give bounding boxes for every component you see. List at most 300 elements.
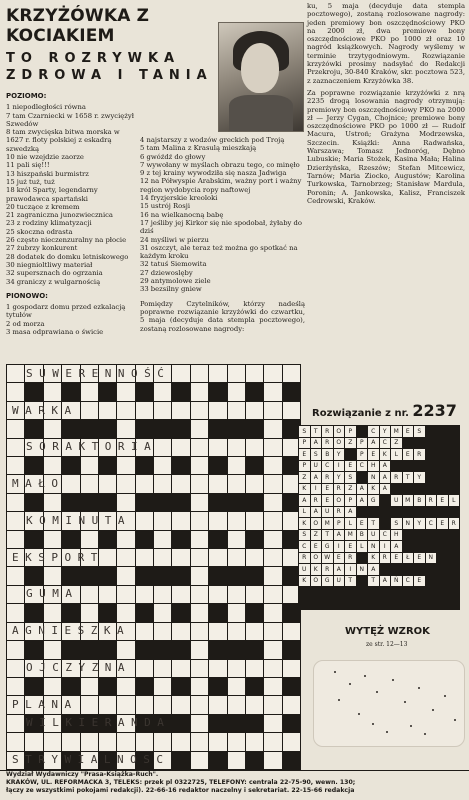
grid-cell[interactable] xyxy=(191,420,208,437)
grid-cell[interactable] xyxy=(228,752,245,769)
grid-cell[interactable] xyxy=(117,586,134,603)
grid-cell[interactable] xyxy=(44,567,61,584)
grid-block xyxy=(99,457,116,474)
grid-cell[interactable] xyxy=(99,475,116,492)
grid-cell[interactable] xyxy=(154,457,171,474)
grid-cell[interactable] xyxy=(7,733,24,750)
grid-cell[interactable] xyxy=(246,365,263,382)
footer-line-1: Wydział Wydawniczy "Prasa-Książka-Ruch". xyxy=(6,771,159,778)
solution-letter: P xyxy=(299,438,310,449)
grid-cell[interactable] xyxy=(264,696,281,713)
grid-cell[interactable] xyxy=(228,549,245,566)
solution-letter: K xyxy=(368,484,379,495)
grid-cell[interactable] xyxy=(136,402,153,419)
grid-cell[interactable] xyxy=(7,457,24,474)
solution-letter: U xyxy=(391,495,402,506)
grid-cell[interactable] xyxy=(172,365,189,382)
grid-cell[interactable] xyxy=(191,439,208,456)
crossword-title xyxy=(6,6,216,84)
grid-cell[interactable] xyxy=(7,512,24,529)
solution-letter: E xyxy=(437,495,448,506)
solution-letter: R xyxy=(299,553,310,564)
grid-block xyxy=(136,567,153,584)
grid-cell[interactable] xyxy=(228,402,245,419)
grid-cell[interactable] xyxy=(81,678,98,695)
grid-cell[interactable] xyxy=(44,420,61,437)
solution-letter: K xyxy=(368,553,379,564)
grid-cell[interactable] xyxy=(117,402,134,419)
solution-letter: A xyxy=(311,472,322,483)
solution-letter: K xyxy=(299,484,310,495)
solution-block xyxy=(414,541,425,552)
grid-cell[interactable] xyxy=(191,715,208,732)
solution-block xyxy=(437,530,448,541)
grid-cell[interactable] xyxy=(191,402,208,419)
solution-block xyxy=(345,449,356,460)
grid-cell[interactable] xyxy=(264,475,281,492)
grid-block xyxy=(246,383,263,400)
solution-letter: N xyxy=(368,472,379,483)
grid-cell[interactable] xyxy=(172,660,189,677)
grid-cell[interactable] xyxy=(264,549,281,566)
grid-cell[interactable] xyxy=(117,475,134,492)
grid-cell[interactable] xyxy=(172,512,189,529)
solution-block xyxy=(368,587,379,598)
solution-letter: G xyxy=(368,495,379,506)
grid-cell[interactable] xyxy=(81,402,98,419)
grid-cell[interactable] xyxy=(264,586,281,603)
pionowo-clue: 16 na wielkanocną babę xyxy=(140,210,224,219)
pionowo-clue: 29 antymolowe ziele xyxy=(140,277,211,286)
solution-grid xyxy=(298,425,460,610)
solution-letter: A xyxy=(357,495,368,506)
solution-block xyxy=(414,564,425,575)
grid-cell[interactable] xyxy=(44,494,61,511)
poziomo-clue: 23 z rodziny klimatyzacji xyxy=(6,219,92,228)
grid-cell[interactable] xyxy=(209,660,226,677)
grid-cell[interactable] xyxy=(25,733,42,750)
solution-block xyxy=(449,449,460,460)
grid-cell[interactable] xyxy=(81,696,98,713)
grid-cell[interactable] xyxy=(154,586,171,603)
grid-cell[interactable] xyxy=(264,752,281,769)
grid-cell[interactable] xyxy=(246,586,263,603)
solution-block xyxy=(414,507,425,518)
grid-cell[interactable] xyxy=(7,715,24,732)
grid-cell[interactable] xyxy=(228,383,245,400)
grid-cell[interactable] xyxy=(191,733,208,750)
solution-letter: G xyxy=(322,576,333,587)
grid-block xyxy=(209,604,226,621)
grid-cell[interactable] xyxy=(62,733,79,750)
grid-block xyxy=(81,641,98,658)
handwritten-answer: PLANA xyxy=(12,697,78,711)
grid-cell[interactable] xyxy=(154,733,171,750)
wytez-subtitle: ze str. 12—13 xyxy=(366,641,408,648)
grid-cell[interactable] xyxy=(191,623,208,640)
grid-block xyxy=(25,678,42,695)
grid-cell[interactable] xyxy=(81,604,98,621)
solution-letter: R xyxy=(322,426,333,437)
solution-block xyxy=(426,599,437,610)
grid-cell[interactable] xyxy=(283,733,300,750)
grid-cell[interactable] xyxy=(228,660,245,677)
grid-cell[interactable] xyxy=(172,696,189,713)
grid-cell[interactable] xyxy=(154,604,171,621)
grid-cell[interactable] xyxy=(172,402,189,419)
grid-cell[interactable] xyxy=(209,439,226,456)
solution-block xyxy=(437,484,448,495)
grid-cell[interactable] xyxy=(81,531,98,548)
grid-cell[interactable] xyxy=(246,512,263,529)
grid-cell[interactable] xyxy=(264,531,281,548)
grid-cell[interactable] xyxy=(136,475,153,492)
grid-block xyxy=(99,604,116,621)
grid-cell[interactable] xyxy=(81,733,98,750)
grid-cell[interactable] xyxy=(283,402,300,419)
grid-block xyxy=(172,678,189,695)
grid-cell[interactable] xyxy=(117,696,134,713)
grid-block xyxy=(154,494,171,511)
grid-cell[interactable] xyxy=(191,512,208,529)
grid-cell[interactable] xyxy=(117,420,134,437)
grid-cell[interactable] xyxy=(191,660,208,677)
solution-block xyxy=(426,576,437,587)
grid-cell[interactable] xyxy=(99,402,116,419)
grid-block xyxy=(172,752,189,769)
solution-letter: Y xyxy=(380,426,391,437)
grid-cell[interactable] xyxy=(7,383,24,400)
solution-block xyxy=(414,461,425,472)
pionowo-clue: 1 gospodarz domu przed ezkalacją tytułów xyxy=(6,303,126,320)
grid-cell[interactable] xyxy=(44,678,61,695)
grid-cell[interactable] xyxy=(7,531,24,548)
grid-cell[interactable] xyxy=(264,733,281,750)
solution-letter: C xyxy=(380,530,391,541)
grid-cell[interactable] xyxy=(209,475,226,492)
pionowo-clue: 24 myśliwi w pierzu xyxy=(140,235,209,244)
clues-column-left xyxy=(6,90,136,336)
grid-cell[interactable] xyxy=(283,660,300,677)
grid-cell[interactable] xyxy=(209,623,226,640)
solution-letter: B xyxy=(322,449,333,460)
grid-cell[interactable] xyxy=(7,678,24,695)
solution-block xyxy=(357,426,368,437)
grid-cell[interactable] xyxy=(209,365,226,382)
grid-cell[interactable] xyxy=(264,402,281,419)
grid-cell[interactable] xyxy=(44,604,61,621)
grid-cell[interactable] xyxy=(154,549,171,566)
grid-cell[interactable] xyxy=(191,567,208,584)
grid-cell[interactable] xyxy=(264,567,281,584)
grid-cell[interactable] xyxy=(7,494,24,511)
grid-cell[interactable] xyxy=(172,475,189,492)
grid-cell[interactable] xyxy=(117,531,134,548)
pionowo-clue: 6 gwóźdź do głowy xyxy=(140,152,206,161)
grid-cell[interactable] xyxy=(117,383,134,400)
solution-block xyxy=(426,449,437,460)
solution-block xyxy=(449,576,460,587)
grid-cell[interactable] xyxy=(228,531,245,548)
solution-letter: L xyxy=(449,495,460,506)
grid-cell[interactable] xyxy=(154,475,171,492)
grid-cell[interactable] xyxy=(191,383,208,400)
solution-letter: R xyxy=(322,564,333,575)
solution-letter: C xyxy=(322,461,333,472)
grid-cell[interactable] xyxy=(228,512,245,529)
grid-cell[interactable] xyxy=(209,512,226,529)
solution-block xyxy=(449,438,460,449)
grid-cell[interactable] xyxy=(209,696,226,713)
solution-letter: U xyxy=(334,576,345,587)
solution-letter: U xyxy=(322,507,333,518)
grid-cell[interactable] xyxy=(264,604,281,621)
grid-cell[interactable] xyxy=(44,383,61,400)
grid-cell[interactable] xyxy=(264,678,281,695)
grid-cell[interactable] xyxy=(228,457,245,474)
solution-block xyxy=(357,587,368,598)
grid-cell[interactable] xyxy=(246,623,263,640)
grid-cell[interactable] xyxy=(228,733,245,750)
solution-block xyxy=(437,472,448,483)
solution-block xyxy=(380,495,391,506)
grid-cell[interactable] xyxy=(209,733,226,750)
poziomo-clue: 27 żubrzy konkurent xyxy=(6,244,78,253)
grid-cell[interactable] xyxy=(246,439,263,456)
grid-cell[interactable] xyxy=(228,678,245,695)
grid-cell[interactable] xyxy=(191,678,208,695)
solution-block xyxy=(426,564,437,575)
solution-block xyxy=(380,587,391,598)
grid-cell[interactable] xyxy=(246,660,263,677)
grid-cell[interactable] xyxy=(7,604,24,621)
grid-cell[interactable] xyxy=(99,586,116,603)
grid-cell[interactable] xyxy=(191,604,208,621)
grid-block xyxy=(154,567,171,584)
grid-cell[interactable] xyxy=(117,604,134,621)
grid-cell[interactable] xyxy=(191,531,208,548)
grid-cell[interactable] xyxy=(81,475,98,492)
grid-cell[interactable] xyxy=(246,402,263,419)
grid-block xyxy=(136,604,153,621)
solution-block xyxy=(426,426,437,437)
solution-letter: Y xyxy=(414,472,425,483)
grid-cell[interactable] xyxy=(154,383,171,400)
grid-cell[interactable] xyxy=(172,623,189,640)
grid-cell[interactable] xyxy=(228,604,245,621)
grid-cell[interactable] xyxy=(44,641,61,658)
footer-line-3: łączy ze wszystkimi pokojami redakcji). 22-66-16 redaktor naczelny i sekretariat. 22-15-66 redakcja xyxy=(6,787,355,794)
map-dot xyxy=(376,691,378,693)
grid-cell[interactable] xyxy=(136,733,153,750)
grid-cell[interactable] xyxy=(136,586,153,603)
grid-cell[interactable] xyxy=(154,696,171,713)
solution-block xyxy=(299,599,310,610)
map-dot xyxy=(338,699,340,701)
grid-cell[interactable] xyxy=(154,678,171,695)
grid-cell[interactable] xyxy=(228,586,245,603)
grid-cell[interactable] xyxy=(264,623,281,640)
grid-cell[interactable] xyxy=(209,549,226,566)
grid-cell[interactable] xyxy=(44,531,61,548)
grid-cell[interactable] xyxy=(7,641,24,658)
solution-letter: P xyxy=(357,438,368,449)
grid-cell[interactable] xyxy=(172,549,189,566)
solution-letter: G xyxy=(322,541,333,552)
grid-cell[interactable] xyxy=(7,420,24,437)
grid-cell[interactable] xyxy=(264,383,281,400)
grid-block xyxy=(172,531,189,548)
handwritten-answer: OJCZYZNA xyxy=(26,660,131,674)
solution-letter: L xyxy=(357,541,368,552)
grid-cell[interactable] xyxy=(136,549,153,566)
solution-letter: A xyxy=(311,438,322,449)
grid-cell[interactable] xyxy=(246,696,263,713)
grid-cell[interactable] xyxy=(209,402,226,419)
solution-letter: H xyxy=(391,530,402,541)
grid-cell[interactable] xyxy=(117,678,134,695)
handwritten-answer: GUMA xyxy=(26,587,79,601)
grid-block xyxy=(209,531,226,548)
grid-cell[interactable] xyxy=(264,365,281,382)
grid-cell[interactable] xyxy=(264,494,281,511)
grid-cell[interactable] xyxy=(44,457,61,474)
solution-letter: T xyxy=(345,576,356,587)
grid-cell[interactable] xyxy=(246,733,263,750)
grid-cell[interactable] xyxy=(154,660,171,677)
grid-block xyxy=(62,641,79,658)
grid-cell[interactable] xyxy=(228,696,245,713)
grid-cell[interactable] xyxy=(44,733,61,750)
grid-cell[interactable] xyxy=(283,623,300,640)
grid-cell[interactable] xyxy=(228,365,245,382)
poziomo-clue: 1 niepodległości równa xyxy=(6,103,86,112)
grid-cell[interactable] xyxy=(154,623,171,640)
grid-cell[interactable] xyxy=(191,475,208,492)
solution-number: 2237 xyxy=(412,401,457,420)
grid-block xyxy=(246,567,263,584)
grid-cell[interactable] xyxy=(117,494,134,511)
grid-cell[interactable] xyxy=(117,567,134,584)
grid-cell[interactable] xyxy=(99,733,116,750)
grid-cell[interactable] xyxy=(81,457,98,474)
grid-cell[interactable] xyxy=(81,586,98,603)
solution-letter: L xyxy=(299,507,310,518)
grid-cell[interactable] xyxy=(136,512,153,529)
grid-cell[interactable] xyxy=(81,383,98,400)
grid-block xyxy=(228,567,245,584)
grid-cell[interactable] xyxy=(264,715,281,732)
grid-block xyxy=(136,383,153,400)
solution-block xyxy=(449,553,460,564)
grid-cell[interactable] xyxy=(7,567,24,584)
solution-letter: Y xyxy=(414,518,425,529)
grid-cell[interactable] xyxy=(191,549,208,566)
grid-block xyxy=(246,531,263,548)
grid-cell[interactable] xyxy=(7,439,24,456)
grid-cell[interactable] xyxy=(191,365,208,382)
solution-letter: Y xyxy=(334,472,345,483)
grid-cell[interactable] xyxy=(191,752,208,769)
grid-cell[interactable] xyxy=(136,696,153,713)
poziomo-clue: 18 król Sparty, legendarny prawodawca spartański xyxy=(6,186,98,203)
grid-cell[interactable] xyxy=(172,733,189,750)
grid-cell[interactable] xyxy=(264,457,281,474)
grid-cell[interactable] xyxy=(264,660,281,677)
grid-cell[interactable] xyxy=(117,733,134,750)
grid-cell[interactable] xyxy=(191,494,208,511)
solution-letter: I xyxy=(311,484,322,495)
grid-cell[interactable] xyxy=(117,641,134,658)
solution-block xyxy=(380,564,391,575)
solution-letter: Z xyxy=(345,438,356,449)
grid-cell[interactable] xyxy=(7,586,24,603)
grid-cell[interactable] xyxy=(264,439,281,456)
grid-cell[interactable] xyxy=(62,475,79,492)
grid-block xyxy=(81,567,98,584)
grid-block xyxy=(246,715,263,732)
grid-block xyxy=(246,752,263,769)
solution-letter: A xyxy=(311,507,322,518)
grid-cell[interactable] xyxy=(154,512,171,529)
grid-cell[interactable] xyxy=(191,641,208,658)
grid-block xyxy=(283,641,300,658)
solution-block xyxy=(403,587,414,598)
grid-cell[interactable] xyxy=(117,457,134,474)
solution-letter: R xyxy=(380,553,391,564)
grid-cell[interactable] xyxy=(136,623,153,640)
solution-letter: U xyxy=(311,461,322,472)
handwritten-answer: WILKIERANDA xyxy=(26,715,171,729)
grid-cell[interactable] xyxy=(283,365,300,382)
grid-cell[interactable] xyxy=(264,641,281,658)
grid-cell[interactable] xyxy=(191,696,208,713)
grid-block xyxy=(209,420,226,437)
solution-letter: L xyxy=(391,449,402,460)
grid-cell[interactable] xyxy=(172,586,189,603)
grid-cell[interactable] xyxy=(7,660,24,677)
grid-cell[interactable] xyxy=(209,586,226,603)
grid-cell[interactable] xyxy=(136,660,153,677)
pionowo-clue: 15 ustrój Rosji xyxy=(140,202,190,211)
map-dot xyxy=(334,671,336,673)
grid-cell[interactable] xyxy=(172,439,189,456)
grid-block xyxy=(246,604,263,621)
solution-block xyxy=(449,484,460,495)
handwritten-answer: KOMINUTA xyxy=(26,513,131,527)
poziomo-clue: 21 zagraniczna junozwiecznica xyxy=(6,211,113,220)
grid-cell[interactable] xyxy=(283,696,300,713)
grid-cell[interactable] xyxy=(191,586,208,603)
grid-cell[interactable] xyxy=(117,549,134,566)
grid-cell[interactable] xyxy=(228,475,245,492)
grid-cell[interactable] xyxy=(264,512,281,529)
solution-letter: Z xyxy=(311,530,322,541)
grid-cell[interactable] xyxy=(7,365,24,382)
grid-cell[interactable] xyxy=(228,623,245,640)
grid-cell[interactable] xyxy=(99,696,116,713)
solution-letter: E xyxy=(311,541,322,552)
grid-block xyxy=(25,383,42,400)
grid-cell[interactable] xyxy=(154,402,171,419)
grid-cell[interactable] xyxy=(264,420,281,437)
grid-cell[interactable] xyxy=(228,439,245,456)
solution-letter: S xyxy=(311,449,322,460)
grid-cell[interactable] xyxy=(154,531,171,548)
grid-cell[interactable] xyxy=(246,475,263,492)
grid-cell[interactable] xyxy=(246,549,263,566)
grid-cell[interactable] xyxy=(191,457,208,474)
